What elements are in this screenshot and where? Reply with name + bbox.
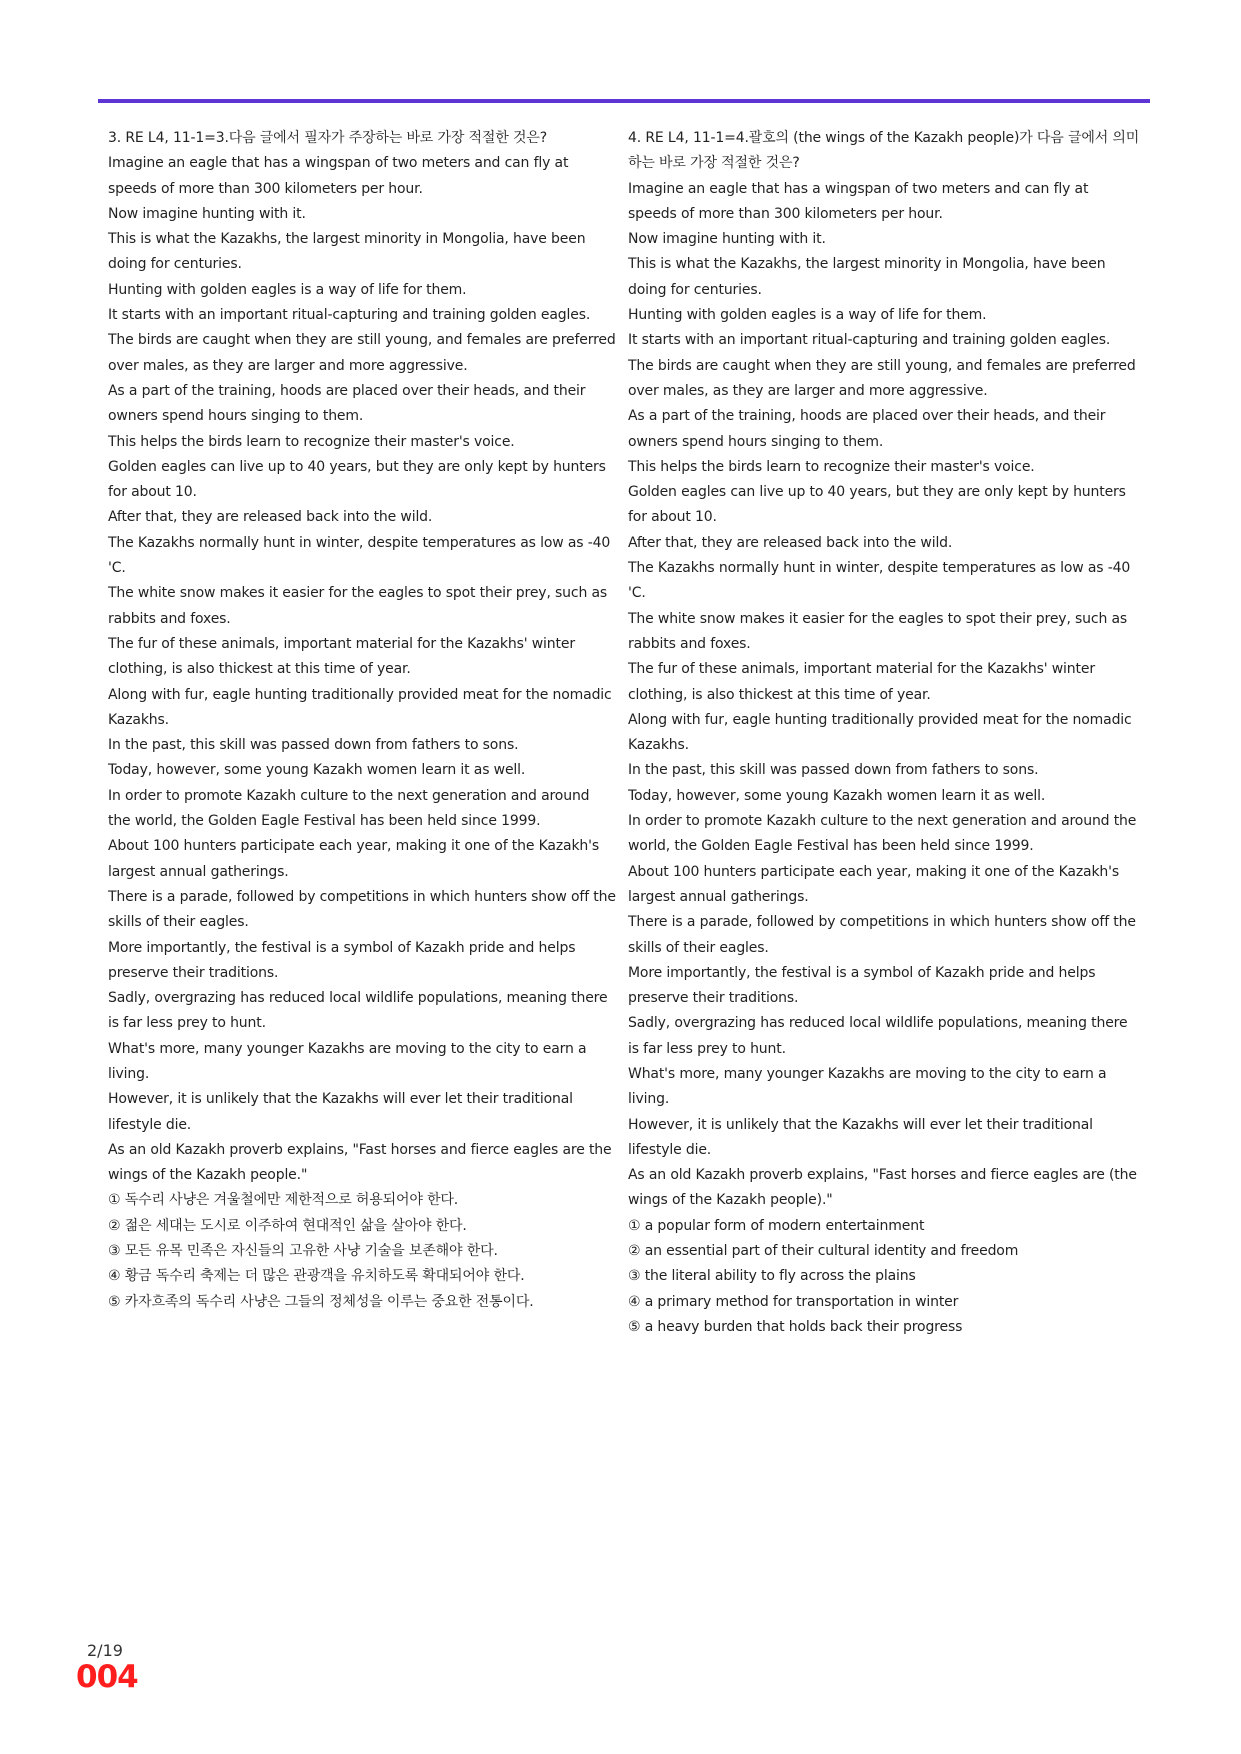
passage-sentence: Now imagine hunting with it. (108, 205, 306, 222)
answer-option[interactable]: ③ the literal ability to fly across the plains (628, 1268, 916, 1285)
passage-sentence: After that, they are released back into the wild. (108, 509, 433, 526)
page-number: 2/19 (87, 1641, 123, 1660)
answer-option[interactable]: ④ a primary method for transportation in winter (628, 1293, 959, 1310)
passage-sentence: More importantly, the festival is a symbol of Kazakh pride and helps preserve their traditions. (628, 964, 1096, 1007)
answer-option[interactable]: ④ 황금 독수리 축제는 더 많은 관광객을 유치하도록 확대되어야 한다. (108, 1268, 525, 1285)
passage-sentence: The fur of these animals, important material for the Kazakhs' winter clothing, is also thickest at this time of year. (108, 635, 575, 678)
passage-sentence: In order to promote Kazakh culture to the next generation and around the world, the Golden Eagle Festival has been held since 1999. (108, 787, 590, 830)
passage-sentence: As a part of the training, hoods are placed over their heads, and their owners spend hours singing to them. (628, 408, 1106, 450)
passage-sentence: Today, however, some young Kazakh women learn it as well. (628, 787, 1046, 804)
question-4 (628, 126, 1140, 1340)
passage-sentence: The white snow makes it easier for the eagles to spot their prey, such as rabbits and foxes. (108, 585, 608, 627)
passage-sentence: Hunting with golden eagles is a way of life for them. (108, 281, 467, 298)
passage-sentence: Imagine an eagle that has a wingspan of two meters and can fly at speeds of more than 300 kilometers per hour. (628, 180, 1089, 222)
top-divider (98, 99, 1150, 103)
answer-option[interactable]: ⑤ a heavy burden that holds back their progress (628, 1318, 963, 1335)
answer-option[interactable]: ② an essential part of their cultural identity and freedom (628, 1243, 1019, 1260)
passage-sentence: This is what the Kazakhs, the largest minority in Mongolia, have been doing for centuries. (628, 256, 1106, 298)
answer-option[interactable]: ⑤ 카자흐족의 독수리 사냥은 그들의 정체성을 이루는 중요한 전통이다. (108, 1293, 534, 1310)
page-code: 004 (76, 1659, 138, 1695)
answer-option[interactable]: ③ 모든 유목 민족은 자신들의 고유한 사냥 기술을 보존해야 한다. (108, 1243, 498, 1260)
passage-sentence: Along with fur, eagle hunting traditionally provided meat for the nomadic Kazakhs. (628, 711, 1132, 754)
passage-sentence: The Kazakhs normally hunt in winter, despite temperatures as low as -40 'C. (108, 534, 611, 577)
passage-sentence: The birds are caught when they are still young, and females are preferred over males, as they are larger and more aggressive. (108, 332, 616, 374)
passage-sentence: In the past, this skill was passed down from fathers to sons. (628, 762, 1039, 779)
passage-sentence: More importantly, the festival is a symbol of Kazakh pride and helps preserve their traditions. (108, 939, 576, 981)
passage-sentence: As a part of the training, hoods are placed over their heads, and their owners spend hours singing to them. (108, 382, 586, 425)
passage-sentence: Today, however, some young Kazakh women learn it as well. (108, 762, 526, 779)
passage-sentence: However, it is unlikely that the Kazakhs will ever let their traditional lifestyle die. (108, 1091, 573, 1133)
passage-sentence: Golden eagles can live up to 40 years, but they are only kept by hunters for about 10. (628, 484, 1126, 526)
passage (108, 151, 616, 1188)
passage (628, 177, 1140, 1214)
question-title: 3. RE L4, 11-1=3.다음 글에서 필자가 주장하는 바로 가장 적절한 것은? (108, 130, 547, 146)
passage-sentence: There is a parade, followed by competitions in which hunters show off the skills of their eagles. (108, 888, 616, 931)
passage-sentence: The birds are caught when they are still young, and females are preferred over males, as they are larger and more aggressive. (628, 357, 1136, 399)
answer-options (108, 1188, 616, 1314)
passage-sentence: This helps the birds learn to recognize their master's voice. (628, 458, 1035, 475)
passage-sentence: The fur of these animals, important material for the Kazakhs' winter clothing, is also thickest at this time of year. (628, 661, 1095, 703)
passage-sentence: Along with fur, eagle hunting traditionally provided meat for the nomadic Kazakhs. (108, 686, 612, 728)
passage-sentence: Golden eagles can live up to 40 years, but they are only kept by hunters for about 10. (108, 458, 606, 501)
passage-sentence: As an old Kazakh proverb explains, "Fast horses and fierce eagles are (the wings of the Kazakh people)." (628, 1167, 1137, 1209)
passage-sentence: What's more, many younger Kazakhs are moving to the city to earn a living. (108, 1040, 587, 1082)
passage-sentence: This is what the Kazakhs, the largest minority in Mongolia, have been doing for centuries. (108, 231, 586, 273)
passage-sentence: About 100 hunters participate each year, making it one of the Kazakh's largest annual gatherings. (108, 838, 599, 880)
answer-option[interactable]: ① a popular form of modern entertainment (628, 1217, 925, 1234)
question-3 (108, 126, 616, 1315)
answer-options (628, 1214, 1140, 1340)
passage-sentence: It starts with an important ritual-capturing and training golden eagles. (108, 307, 591, 324)
passage-sentence: There is a parade, followed by competitions in which hunters show off the skills of their eagles. (628, 914, 1136, 956)
passage-sentence: About 100 hunters participate each year, making it one of the Kazakh's largest annual gatherings. (628, 863, 1119, 905)
passage-sentence: This helps the birds learn to recognize their master's voice. (108, 433, 515, 450)
passage-sentence: Imagine an eagle that has a wingspan of two meters and can fly at speeds of more than 300 kilometers per hour. (108, 155, 569, 197)
question-title: 4. RE L4, 11-1=4.괄호의 (the wings of the Kazakh people)가 다음 글에서 의미하는 바로 가장 적절한 것은? (628, 130, 1140, 172)
passage-sentence: Sadly, overgrazing has reduced local wildlife populations, meaning there is far less prey to hunt. (628, 1015, 1128, 1057)
passage-sentence: What's more, many younger Kazakhs are moving to the city to earn a living. (628, 1065, 1107, 1108)
passage-sentence: It starts with an important ritual-capturing and training golden eagles. (628, 332, 1111, 349)
passage-sentence: However, it is unlikely that the Kazakhs will ever let their traditional lifestyle die. (628, 1116, 1093, 1158)
passage-sentence: After that, they are released back into the wild. (628, 534, 953, 551)
passage-sentence: Now imagine hunting with it. (628, 231, 826, 248)
answer-option[interactable]: ① 독수리 사냥은 겨울철에만 제한적으로 허용되어야 한다. (108, 1192, 459, 1209)
answer-option[interactable]: ② 젊은 세대는 도시로 이주하여 현대적인 삶을 살아야 한다. (108, 1217, 467, 1234)
passage-sentence: As an old Kazakh proverb explains, "Fast horses and fierce eagles are the wings of the Kazakh people." (108, 1141, 612, 1184)
passage-sentence: Sadly, overgrazing has reduced local wildlife populations, meaning there is far less prey to hunt. (108, 990, 608, 1032)
passage-sentence: Hunting with golden eagles is a way of life for them. (628, 307, 987, 324)
passage-sentence: In the past, this skill was passed down from fathers to sons. (108, 737, 519, 754)
passage-sentence: In order to promote Kazakh culture to the next generation and around the world, the Golden Eagle Festival has been held since 1999. (628, 813, 1137, 855)
passage-sentence: The Kazakhs normally hunt in winter, despite temperatures as low as -40 'C. (628, 560, 1131, 602)
passage-sentence: The white snow makes it easier for the eagles to spot their prey, such as rabbits and foxes. (628, 610, 1128, 652)
